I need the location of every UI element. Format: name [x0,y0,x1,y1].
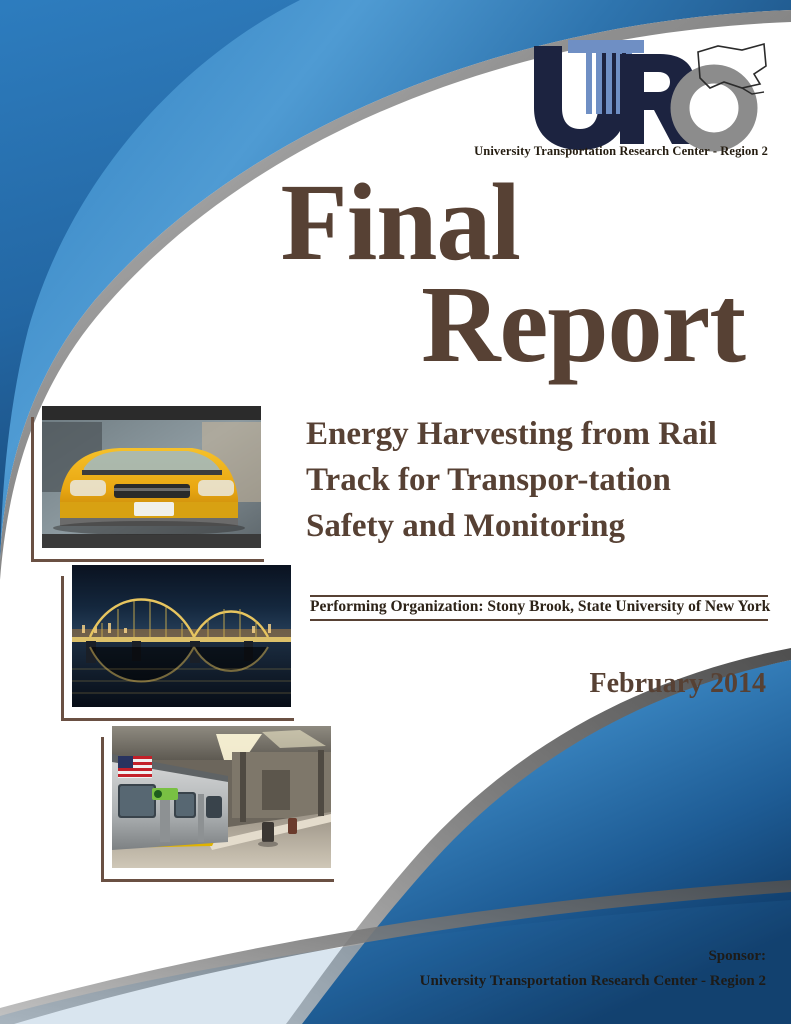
report-subtitle: Energy Harvesting from Rail Track for Transpor-tation Safety and Monitoring [306,416,717,544]
sponsor-name: University Transportation Research Center - Region 2 [419,973,766,989]
performing-org-rule-bottom [310,619,768,621]
sponsor-label: Sponsor: [708,948,766,964]
performing-organization: Performing Organization: Stony Brook, State University of New York [310,598,771,615]
logo-caption: University Transportation Research Center - Region 2 [474,144,768,158]
page-title-line-2: Report [421,263,745,385]
publication-date: February 2014 [589,668,766,699]
utrc-logo [528,36,768,156]
yellow-taxi-photo [42,406,261,548]
sponsor-block [0,944,766,994]
illuminated-bridge-photo [72,565,291,707]
page-title-line-1: Final [280,161,520,283]
performing-org-rule-top [310,595,768,597]
subway-platform-photo [112,726,331,868]
